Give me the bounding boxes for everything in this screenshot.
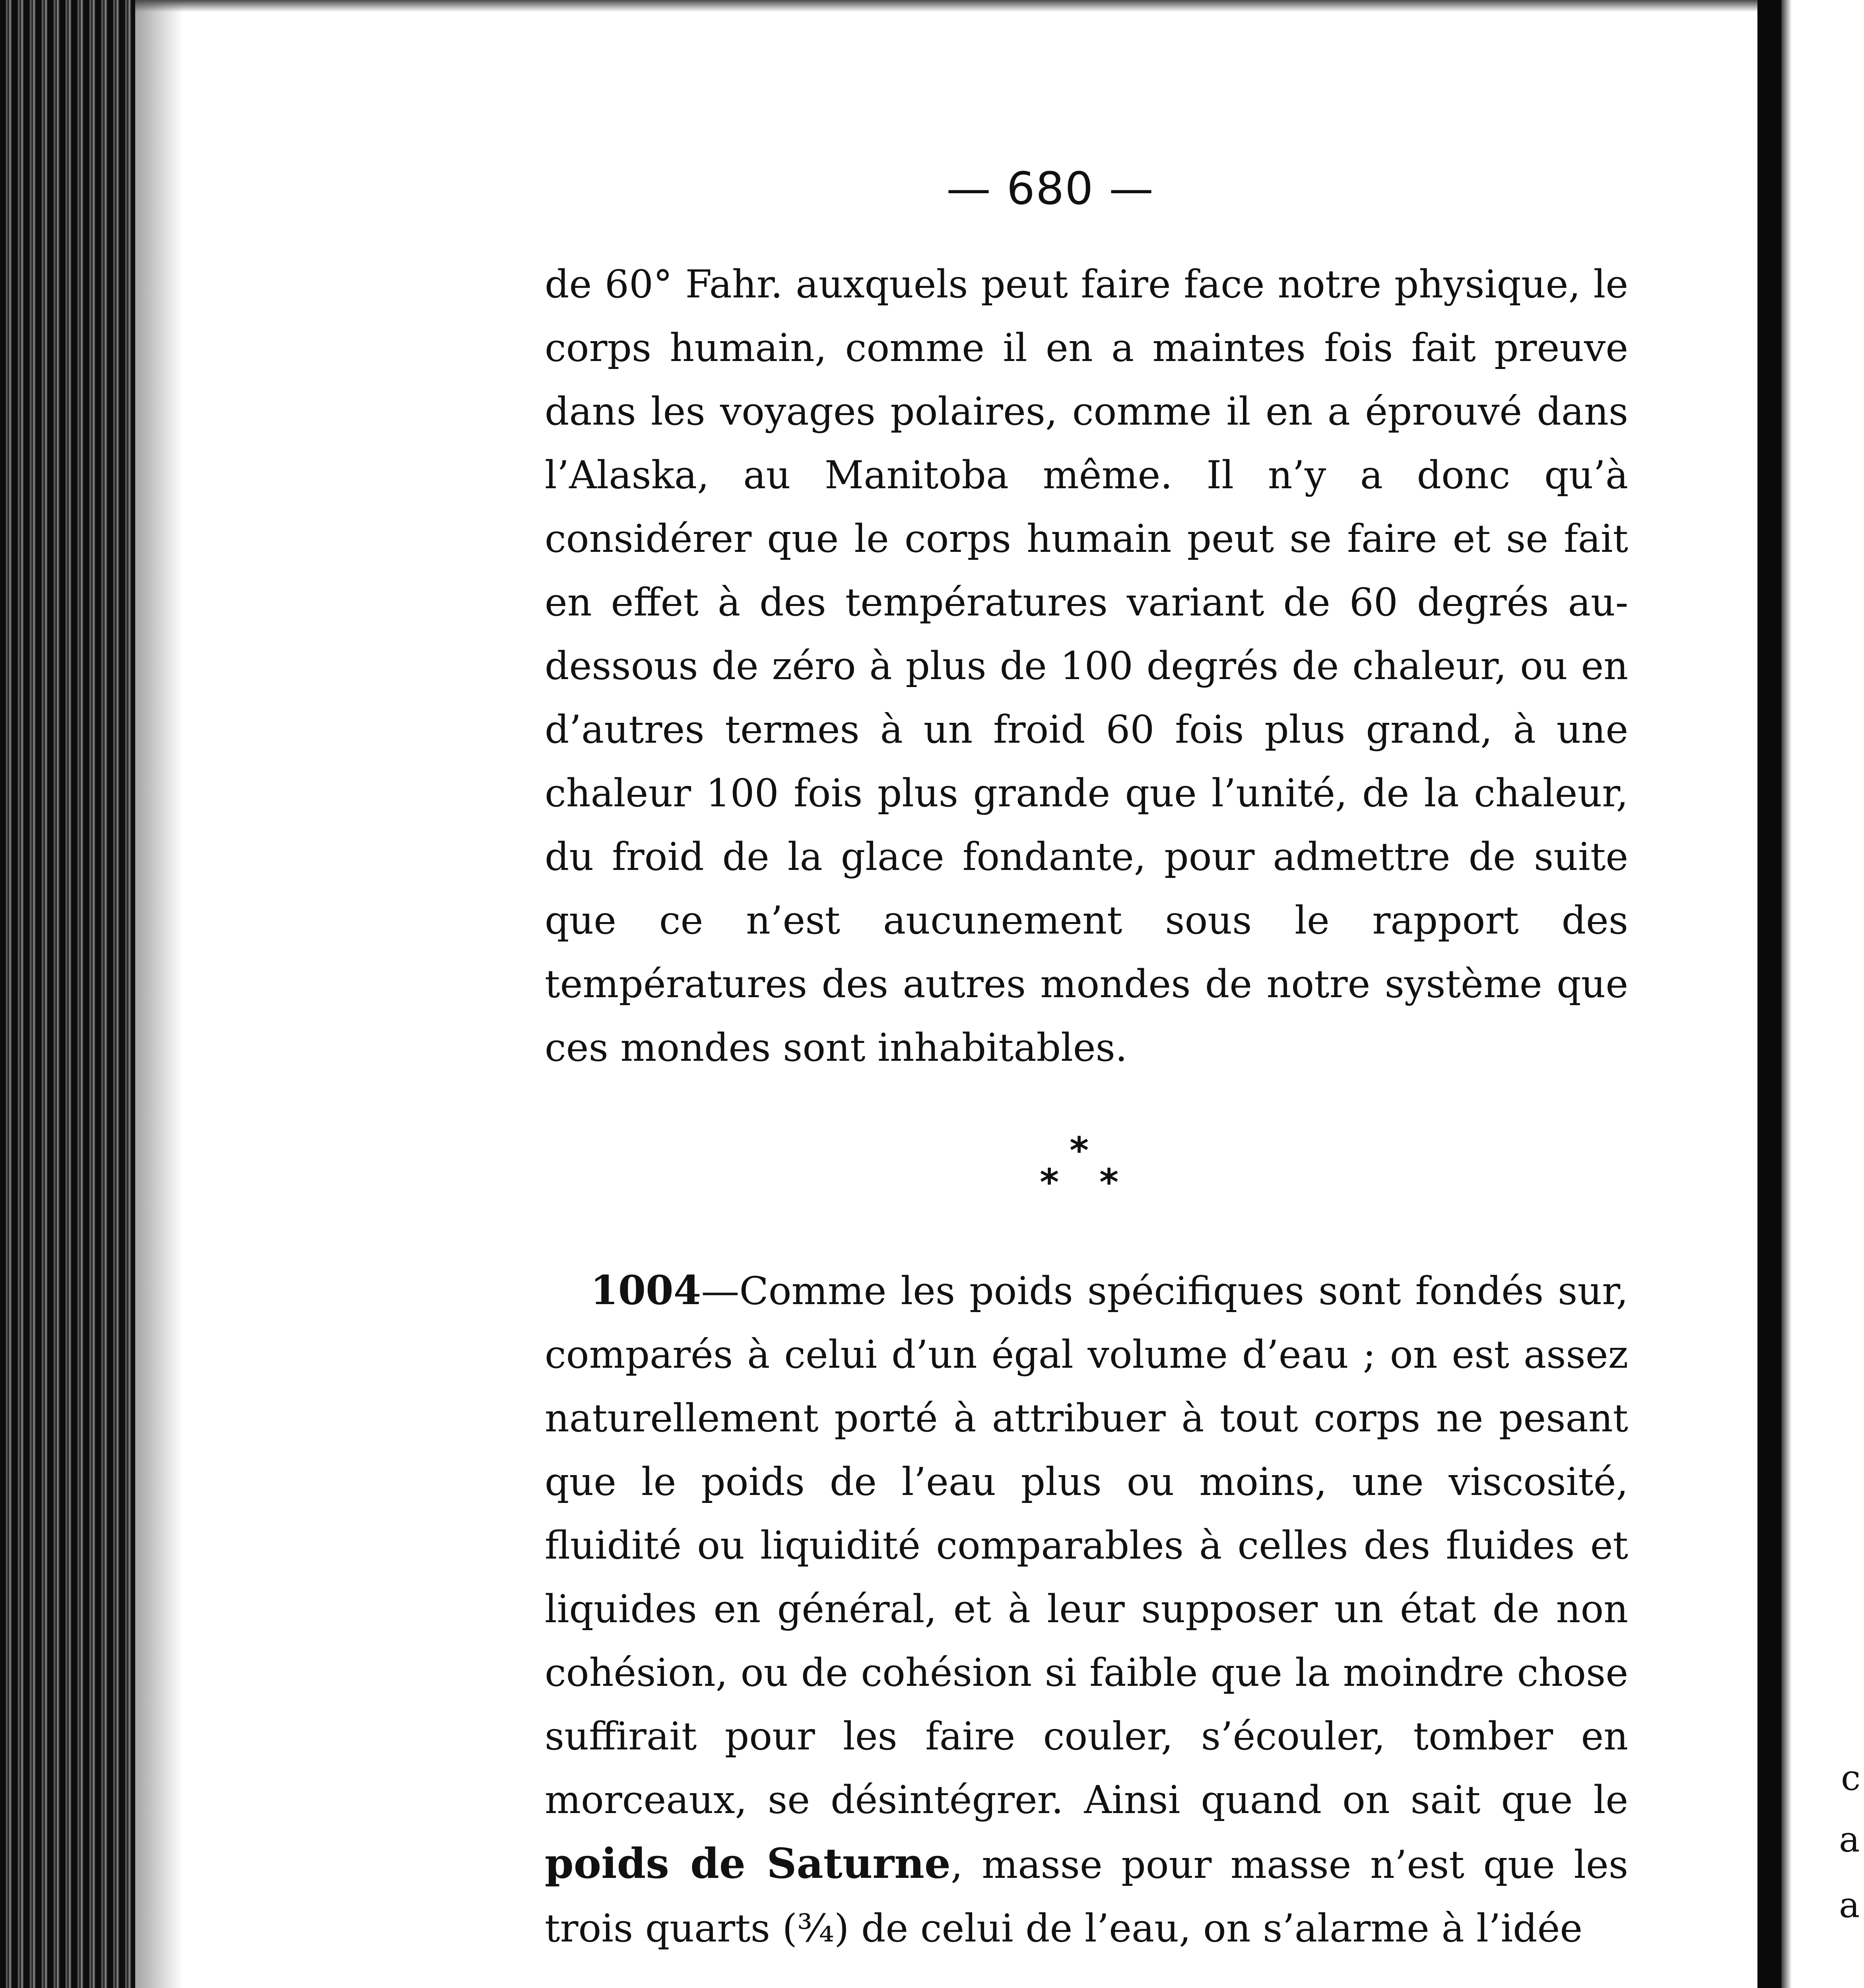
asterisk: *: [1070, 1129, 1089, 1172]
asterisk: *: [1099, 1161, 1119, 1204]
asterisk: *: [1040, 1161, 1059, 1204]
bold-term: poids de Saturne: [545, 1839, 951, 1888]
asterism-separator: [1034, 1129, 1129, 1209]
page-right-edge: [1757, 0, 1781, 1988]
next-page-shadow: [1781, 0, 1792, 1988]
paragraph-number: 1004: [590, 1267, 701, 1314]
paragraph-continuation: de 60° Fahr. auxquels peut faire face notre physique, le corps humain, comme il en a maintes fois fait preuve dans les voyages polaires, comme il en a éprouvé dans l’Alaska, au Manitoba même. Il n’y a donc qu’à considérer que le corps humain peut se faire et se fait en effet à des températures variant de 60 degrés au-dessous de zéro à plus de 100 degrés de chaleur, ou en d’autres termes à un froid 60 fois plus grand, à une chaleur 100 fois plus grande que l’unité, de la chaleur, du froid de la glace fondante, pour admettre de suite que ce n’est aucunement sous le rapport des températures des autres mondes de notre système que ces mondes sont inhabitables.: [545, 262, 1628, 1070]
next-page-fragment: a: [1839, 1885, 1860, 1926]
next-page-fragment: a: [1839, 1819, 1860, 1860]
page-binding-fade: [135, 0, 183, 1988]
paragraph-1004: [545, 1258, 1628, 1974]
page-number: — 680 —: [946, 163, 1154, 215]
page-binding-shadow: [0, 0, 135, 1988]
next-page-margin: [1781, 0, 1864, 1988]
page-top-edge: [135, 0, 1757, 12]
next-page-fragment: c: [1841, 1757, 1861, 1798]
paragraph-dash: —: [701, 1269, 740, 1313]
paragraph-text: Comme les poids spécifiques sont fondés sur, comparés à celui d’un égal volume d’eau ; on est assez naturellement porté à attribuer à tout corps ne pesant que le poids de l’eau plus ou moins, une viscosité, fluidité ou liquidité comparables à celles des fluides et liquides en général, et à leur supposer un état de non cohésion, ou de cohésion si faible que la moindre chose suffirait pour les faire couler, s’écouler, tomber en morceaux, se désintégrer. Ainsi quand on sait que le: [545, 1269, 1628, 1822]
paragraph-text-continued: , masse pour masse n’est que les trois quarts (¾) de celui de l’eau, on s’alarme à l’idée: [545, 1842, 1628, 1951]
